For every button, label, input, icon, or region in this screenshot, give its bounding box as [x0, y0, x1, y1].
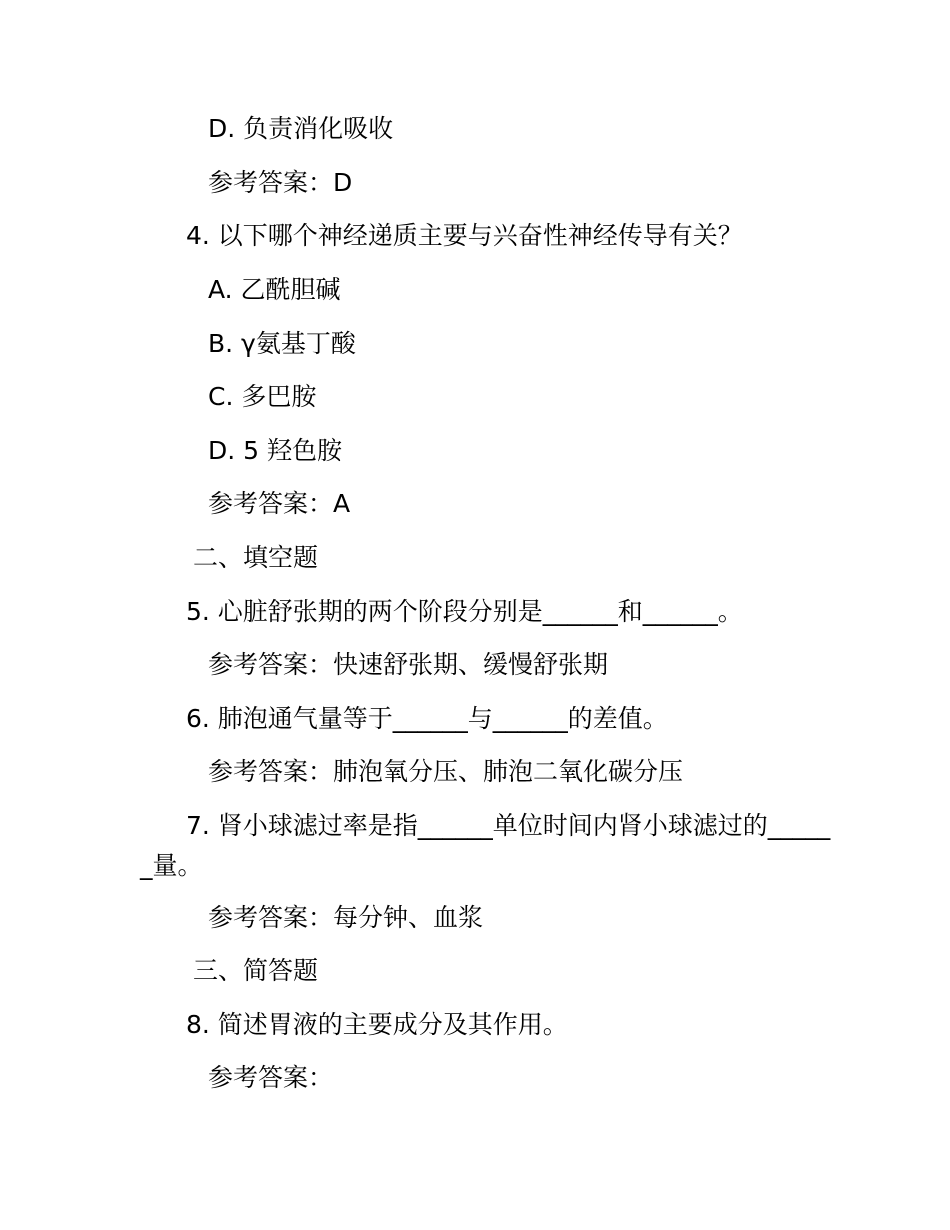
question-8: 8. 简述胃液的主要成分及其作用。	[186, 1010, 568, 1039]
section-heading-short-answer: 三、简答题	[193, 956, 319, 985]
option-c-q4: C. 多巴胺	[208, 382, 317, 411]
answer-q4: 参考答案：A	[208, 489, 351, 518]
answer-q5: 参考答案：快速舒张期、缓慢舒张期	[208, 650, 609, 679]
answer-q6: 参考答案：肺泡氧分压、肺泡二氧化碳分压	[208, 757, 684, 786]
answer-q7: 参考答案：每分钟、血浆	[208, 903, 484, 932]
question-6: 6. 肺泡通气量等于______与______的差值。	[186, 704, 668, 733]
answer-q3: 参考答案：D	[208, 168, 353, 197]
question-5: 5. 心脏舒张期的两个阶段分别是______和______。	[186, 597, 743, 626]
option-d-q3: D. 负责消化吸收	[208, 114, 394, 143]
section-heading-fill-in: 二、填空题	[193, 543, 319, 572]
question-7-line-2: _量。	[140, 851, 203, 880]
option-b-q4: B. γ氨基丁酸	[208, 329, 356, 358]
option-a-q4: A. 乙酰胆碱	[208, 275, 341, 304]
question-7-line-1: 7. 肾小球滤过率是指______单位时间内肾小球滤过的_____	[186, 811, 831, 840]
answer-q8: 参考答案：	[208, 1063, 334, 1092]
question-4: 4. 以下哪个神经递质主要与兴奋性神经传导有关？	[186, 221, 743, 250]
option-d-q4: D. 5 羟色胺	[208, 436, 342, 465]
